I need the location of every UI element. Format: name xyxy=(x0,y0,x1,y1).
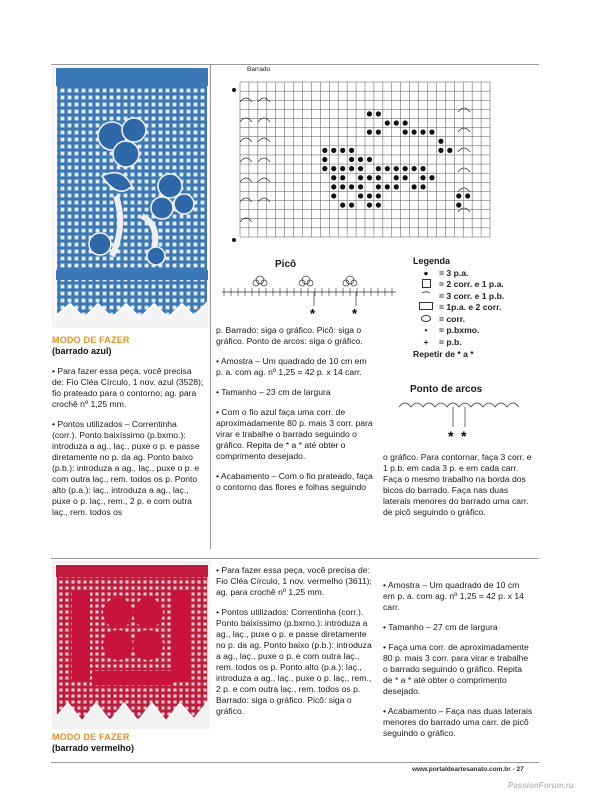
middle-rule xyxy=(51,558,539,559)
arch-icon: ⌒ xyxy=(421,290,431,301)
legend-item: = 2 corr. e 1 p.a. xyxy=(413,279,543,291)
svg-text:*: * xyxy=(448,428,454,443)
filled-square-icon: ● xyxy=(423,267,429,278)
blue-col3: o gráfico. Para contornar, faça 3 corr. e 1 p.b. em cada 3 p. e em cada carr. Faça o mesmo trabalho na borda dos bicos do barrado. Faça nas duas laterais menores do barrado uma carr. de picô seguindo o gráfico. xyxy=(383,452,532,517)
red-header: MODO DE FAZER xyxy=(52,732,130,742)
legend-item: ● = 3 p.a. xyxy=(413,267,543,279)
legend-item: = corr. xyxy=(413,313,543,325)
pico-title: Picô xyxy=(275,259,297,270)
legend-title: Legenda xyxy=(413,256,451,266)
rectangle-icon xyxy=(413,302,439,312)
crochet-chart xyxy=(230,72,492,242)
blue-subheader: (barrado azul) xyxy=(52,346,112,356)
blue-col1: • Para fazer essa peça, você precisa de: Fio Cléa Círculo, 1 nov. azul (3528); fio prateado para o contorno; ag. para crochê nº 1,25 mm. • Pontos utilizados – Correntinha (corr.). Ponto baixíssimo (p.bxmo.): introduza a ag., laç., puxe o p. e passe diretamente no p. da ag. Ponto baixo (p.b.): introduza a ag., laç., puxe o p. e com outra laç., rem. todos os p. Ponto alto (p.a.): laç., introduza a ag., laç., puxe o p. laç., rem., 2 p. e com outra laç., rem. todos os xyxy=(52,366,204,517)
chart-title: Barrado xyxy=(247,66,271,73)
legend-repeat: Repetir de * a * xyxy=(413,348,474,359)
page-footer: www.portaldeartesanato.com.br - 27 xyxy=(412,766,524,773)
ponto-arcos-title: Ponto de arcos xyxy=(410,384,483,395)
legend-item: • = p.bxmo. xyxy=(413,325,543,337)
dot-icon: • xyxy=(424,325,428,336)
pico-diagram xyxy=(220,270,398,322)
legend xyxy=(413,256,543,359)
blue-header: MODO DE FAZER xyxy=(52,335,130,345)
svg-text:*: * xyxy=(461,428,467,443)
red-lace-photo xyxy=(52,561,210,729)
footer-rule xyxy=(51,762,539,763)
column-divider xyxy=(210,64,211,549)
blue-lace-photo xyxy=(52,66,210,328)
watermark: PassionForum.ru xyxy=(508,781,574,790)
red-col3: • Amostra – Um quadrado de 10 cm em p. a. com ag. nº 1,25 = 42 p. x 14 carr. • Tamanho – 27 cm de largura • Faça uma corr. de aproximadamente 80 p. mais 3 corr. para virar e trabalhe o barrado seguindo o gráfico. Repita de * a * até obter o comprimento desejado. • Acabamento – Faça nas duas laterais menores do barrado uma carr. de picô seguindo o gráfico. xyxy=(383,580,533,738)
red-col2: • Para fazer essa peça, você precisa de: Fio Cléa Círculo, 1 nov. vermelho (3611); ag. para crochê nº 1,25 mm. • Pontos utilizados: Correntinha (corr.). Ponto baixíssimo (p.bxmo.): introduza a ag., laç., puxe o p. e passe diretamente no p. da ag. Ponto baixo (p.b.): introduza a ag., laç., puxe o p. e com outra laç., rem. todos os p. Ponto alto (p.a.): laç., introduza a ag., laç., puxe o p. laç., rem., 2 p. e com outra laç., rem. todos os p. Barrado: siga o gráfico. Picô: siga o gráfico. xyxy=(216,565,372,716)
svg-text:*: * xyxy=(352,306,358,321)
legend-item: = 1p.a. e 2 corr. xyxy=(413,302,543,314)
red-subheader: (barrado vermelho) xyxy=(52,743,135,753)
legend-item: + = p.b. xyxy=(413,336,543,348)
top-rule xyxy=(51,64,539,65)
svg-text:*: * xyxy=(310,306,316,321)
plus-icon: + xyxy=(423,336,429,347)
open-square-icon xyxy=(413,279,439,290)
legend-item: ⌒ = 3 corr. e 1 p.b. xyxy=(413,290,543,302)
oval-icon xyxy=(413,314,439,324)
ponto-arcos-diagram xyxy=(395,397,525,443)
blue-col2: p. Barrado: siga o gráfico. Picô: siga o gráfico. Ponto de arcos: siga o gráfico. • Amostra – Um quadrado de 10 cm em p. a. com ag. nº 1,25 = 42 p. x 14 carr. • Tamanho – 23 cm de largura • Com o fio azul faça uma corr. de aproximadamente 80 p. mais 3 corr. para virar e trabalhe o barrado seguindo o gráfico. Repita de * a * até obter o comprimento desejado. • Acabamento – Com o fio prateado, faça o contorno das flores e folhas seguindo xyxy=(216,325,373,492)
